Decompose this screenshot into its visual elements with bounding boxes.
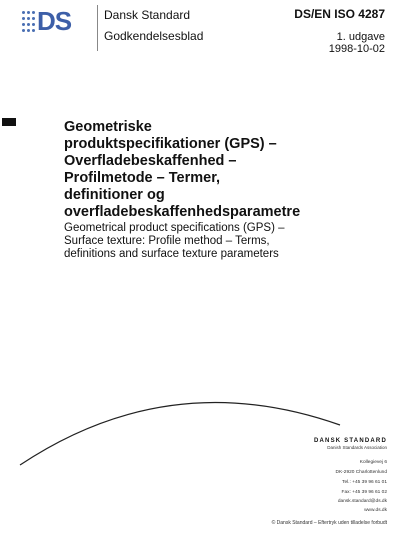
title-en-line: Geometrical product specifications (GPS) –	[64, 222, 285, 234]
title-da-line: overfladebeskaffenhedsparametre	[64, 204, 301, 220]
standard-id: DS/EN ISO 4287	[294, 7, 385, 21]
title-en-line: Surface texture: Profile method – Terms,	[64, 235, 270, 247]
publisher-name: DANSK STANDARD	[313, 438, 387, 444]
address-line: DK-2920 Charlottenlund	[335, 470, 387, 475]
header-doc-type: Godkendelsesblad	[104, 29, 204, 43]
website-link[interactable]: www.ds.dk	[364, 508, 387, 513]
title-da-line: definitioner og	[64, 187, 165, 203]
edition: 1. udgave	[336, 31, 385, 43]
fax: Fax: +45 39 96 61 02	[341, 490, 387, 495]
title-danish	[64, 119, 382, 221]
title-english	[64, 222, 382, 261]
title-da-line: Overfladebeskaffenhed –	[64, 153, 237, 169]
header-org: Dansk Standard	[104, 8, 191, 22]
publisher-subtitle: Danish Standards Association	[327, 445, 387, 450]
phone: Tel.: +45 39 96 61 01	[342, 480, 387, 485]
copyright-footer: © Dansk Standard – Eftertryk uden tilladelse forbudt	[271, 520, 387, 526]
title-da-line: Profilmetode – Termer,	[64, 170, 221, 186]
address-line: Kollegievej 6	[359, 460, 387, 465]
logo-dots	[22, 8, 36, 34]
ds-logo	[22, 8, 84, 34]
title-da-line: produktspecifikationer (GPS) –	[64, 136, 277, 152]
logo-text: DS	[37, 6, 72, 36]
email-link[interactable]: dansk.standard@ds.dk	[337, 499, 387, 504]
margin-marker	[2, 118, 16, 126]
title-da-line: Geometriske	[64, 119, 152, 135]
header-divider	[97, 5, 98, 51]
publication-date: 1998-10-02	[328, 43, 385, 55]
title-en-line: definitions and surface texture parameters	[64, 248, 279, 260]
